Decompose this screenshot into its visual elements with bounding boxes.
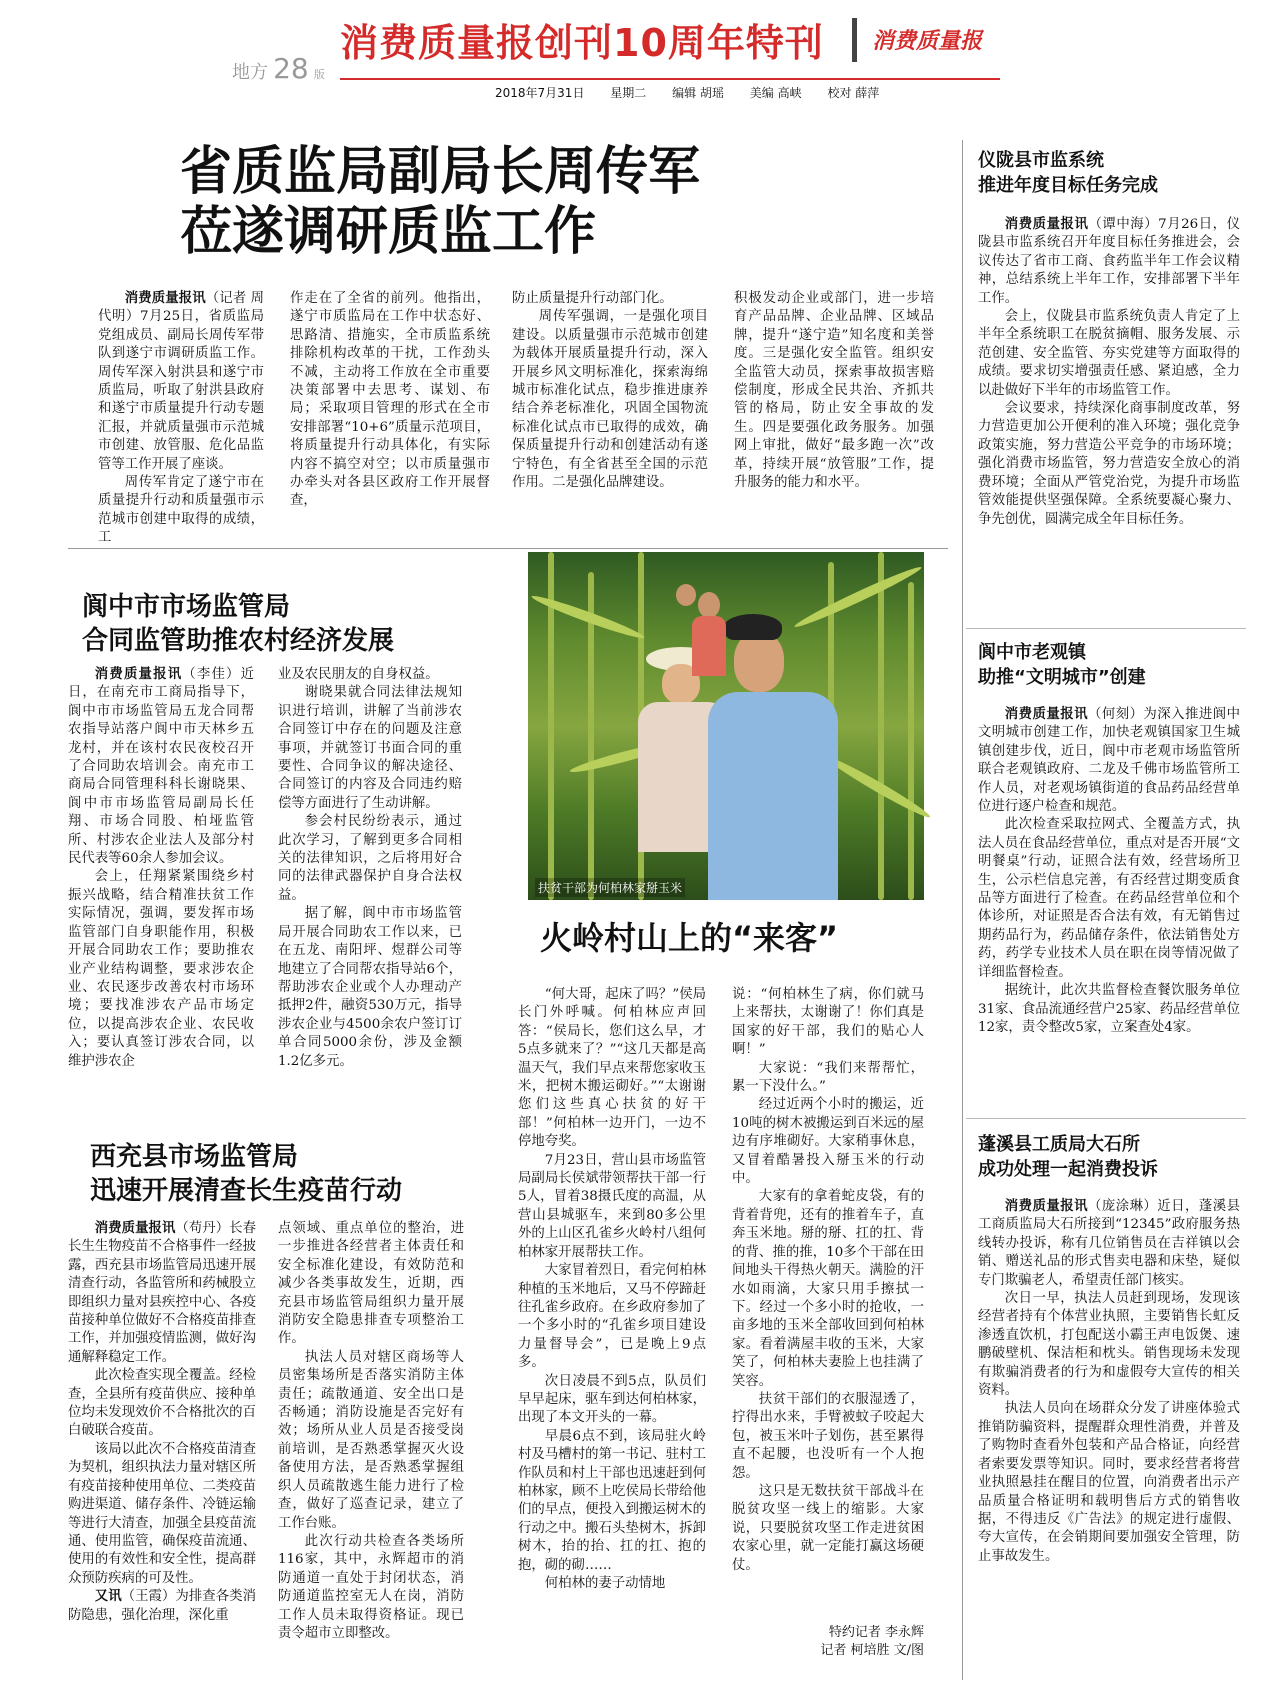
paragraph: 消费质量报讯（记者 周代明）7月25日，省质监局党组成员、副局长周传军带队到遂宁市调研质监工作。周传军深入射洪县和遂宁市质监局，听取了射洪县政府和遂宁市质量提升行动专题汇报，并就质量强市示范城市创建、放管服、危化品监管等工作开展了座谈。	[98, 291, 264, 472]
lead-headline-line1: 省质监局副局长周传军	[180, 142, 701, 202]
shifo-headline-line2: 成功处理一起消费投诉	[978, 1159, 1158, 1180]
huoling-column-2	[732, 986, 924, 1602]
paragraph: 何柏林的妻子动情地	[544, 1576, 666, 1591]
paragraph: 早晨6点不到，该局驻火岭村及马槽村的第一书记、驻村工作队员和村上干部也迅速赶到何柏林家，顾不上吃侯局长带给他们的早点，便投入到搬运树木的行动之中。搬石头垫树木，拆卸树木，抬的抬、扛的扛、抱的抱，砌的砌……	[518, 1428, 706, 1573]
paragraph: 扶贫干部们的衣服湿透了，拧得出水来，手臂被蚊子咬起大包，被玉米叶子划伤，甚至累得直不起腰，也没听有一个人抱怨。	[732, 1391, 924, 1481]
paragraph: 消费质量报讯（谭中海）7月26日，仪陇县市监系统召开年度目标任务推进会，会议传达了省市工商、食药监半年工作会议精神，总结系统上半年工作，安排部署下半年工作。	[978, 217, 1240, 306]
laoguan-body	[978, 706, 1240, 1100]
paragraph: 此次检查采取拉网式、全覆盖方式，执法人员在食品经营单位，重点对是否开展“文明餐桌”行动，证照合法有效，经营场所卫生，公示栏信息完善，有否经营过期变质食品等方面进行了检查。在药品经营单位和个体诊所，对证照是否合法有效，有无销售过期药品行为，药品储存条件，依法销售处方药，药学专业技术人员在职在岗等情况做了详细监督检查。	[978, 817, 1240, 980]
issue-editor: 编辑 胡瑶	[672, 86, 724, 100]
section-divider	[68, 548, 948, 549]
huoling-byline-reporter: 特约记者 李永辉	[828, 1625, 924, 1640]
xichong-column-2	[278, 1220, 464, 1692]
header-rule	[340, 78, 1000, 80]
paragraph: 该局以此次不合格疫苗清查为契机，组织执法力量对辖区所有疫苗接种使用单位、二类疫苗购进渠道、储存条件、冷链运输等进行大清查，加强全县疫苗流通、使用监管，确保疫苗流通、使用的有效性和安全性，提高群众预防疾病的可及性。	[68, 1441, 256, 1586]
page-suffix: 版	[313, 68, 325, 81]
paragraph: 此次行动共检查各类场所116家，其中，永辉超市的消防通道一直处于封闭状态，消防通道监控室无人在岗，消防工作人员未取得资格证。现已责令超市立即整改。	[278, 1533, 464, 1641]
laoguan-headline-line1: 阆中市老观镇	[978, 642, 1086, 663]
lead-column-4	[734, 290, 934, 526]
shifo-headline	[978, 1132, 1158, 1182]
paragraph: 参会村民纷纷表示，通过此次学习，了解到更多合同相关的法律知识，之后将用好合同的法律武器保护自身合法权益。	[278, 814, 462, 903]
paragraph: 会议要求，持续深化商事制度改革，努力营造更加公开便利的准入环境；强化竞争政策实施，努力营造公平竞争的市场环境；强化消费市场监管，努力营造安全放心的消费环境；全面从严管党治党，为提升市场监管效能提供坚强保障。全系统要凝心聚力、争先创优，圆满完成全年目标任务。	[978, 401, 1240, 527]
lead-headline-line2: 莅遂调研质监工作	[180, 202, 597, 262]
xichong-column-1	[68, 1220, 256, 1692]
paragraph: 执法人员对辖区商场等人员密集场所是否落实消防主体责任；疏散通道、安全出口是否畅通；消防设施是否完好有效；场所从业人员是否接受岗前培训，是否熟悉掌握灭火设备使用方法，是否熟悉掌握组织人员疏散逃生能力进行了检查，做好了巡查记录，建立了工作台账。	[278, 1349, 464, 1531]
paragraph: 作走在了全省的前列。他指出，遂宁市质监局在工作中状态好、思路清、措施实，全市质监系统排除机构改革的干扰，工作劲头不减，主动将工作放在全市重要决策部署中去思考、谋划、布局；采取项目管理的形式在全市安排部署“10+6”质量示范项目，将质量提升行动具体化，有实际内容不搞空对空；以市质量强市办牵头对各县区政府工作开展督查，	[290, 291, 490, 509]
paragraph: 此次检查实现全覆盖。经检查，全县所有疫苗供应、接种单位均未发现效价不合格批次的百白破联合疫苗。	[68, 1368, 256, 1439]
paragraph: 会上，任翔紧紧围绕乡村振兴战略，结合精准扶贫工作实际情况，强调，要发挥市场监管部门自身职能作用，积极开展合同助农工作；要助推农业产业结构调整，要求涉农企业、农民逐步改善农村市场环境；要找准涉农产品市场定位，以提高涉农企业、农民收入；要认真签订涉农合同，以维护涉农企	[68, 869, 254, 1069]
paragraph: “何大哥，起床了吗？”侯局长门外呼喊。何柏林应声回答：“侯局长，您们这么早，才5点多就来了？”“这几天都是高温天气，我们早点来帮您家收玉米，把树木搬运砌好。”“太谢谢您们这些真心扶贫的好干部！”何柏林一边开门，一边不停地夸奖。	[518, 987, 706, 1150]
paragraph: 防止质量提升行动部门化。	[512, 291, 673, 306]
huoling-headline: 火岭村山上的“来客”	[540, 919, 839, 957]
yilong-body	[978, 216, 1240, 608]
xichong-headline-line1: 西充县市场监管局	[90, 1142, 299, 1172]
paragraph: 消费质量报讯（庞涂琳）近日，蓬溪县工商质监局大石所接到“12345”政府服务热线转办投诉，称有几位销售员在吉祥镇以会销、赠送礼品的形式售卖电器和床垫，疑似专门欺骗老人，希望责任部门核实。	[978, 1199, 1241, 1288]
special-issue-title: 消费质量报创刊10周年特刊	[340, 21, 824, 65]
paragraph: 次日一早，执法人员赶到现场，发现该经营者持有个体营业执照，主要销售长虹反渗透直饮机，打包配送小霸王声电饭煲、速鹏破壁机、保洁柜和枕头。销售现场未发现有欺骗消费者的行为和虚假夸大宣传的相关资料。	[978, 1291, 1240, 1399]
paragraph: 周传军肯定了遂宁市在质量提升行动和质量强市示范城市创建中取得的成绩，工	[98, 475, 264, 546]
paragraph: 据了解，阆中市市场监管局开展合同助农工作以来，已在五龙、南阳坪、煜群公司等地建立了合同帮农指导站6个，帮助涉农企业或个人办理动产抵押2件，融资530万元，指导涉农企业与4500余农户签订订单合同5000余份，涉及金额1.2亿多元。	[278, 906, 462, 1069]
paragraph: 大家有的拿着蛇皮袋，有的背着背兜，还有的推着车子，直奔玉米地。掰的掰、扛的扛、背的背、推的推，10多个干部在田间地头干得热火朝天。满脸的汗水如雨滴，大家只用手擦拭一下。经过一个多小时的抢收，一亩多地的玉米全部收回到何柏林家。看着满屋丰收的玉米，大家笑了，何柏林夫妻脸上也挂满了笑容。	[732, 1189, 924, 1389]
yilong-headline	[978, 148, 1158, 198]
issue-info	[495, 84, 901, 101]
xichong-headline	[90, 1140, 402, 1208]
paragraph: 这只是无数扶贫干部战斗在脱贫攻坚一线上的缩影。大家说，只要脱贫攻坚工作走进贫困农家心里，就一定能打赢这场硬仗。	[732, 1483, 924, 1573]
huoling-column-1	[518, 986, 706, 1658]
langzhong-headline-line1: 阆中市市场监管局	[82, 592, 291, 622]
corn-harvest-photo	[528, 552, 924, 900]
masthead-divider	[852, 18, 857, 62]
lead-headline	[180, 142, 700, 262]
xichong-headline-line2: 迅速开展清查长生疫苗行动	[90, 1176, 403, 1206]
issue-proofreader: 校对 薛萍	[827, 86, 880, 100]
paragraph: 积极发动企业或部门，进一步培育产品品牌、企业品牌、区域品牌，提升“遂宁造”知名度和美誉度。三是强化安全监管。组织安全监管大动员，探索事故损害赔偿制度，形成全民共治、齐抓共管的格局，防止安全事故的发生。四是要强化政务服务。加强网上审批，做好“最多跑一次”改革，持续开展“放管服”工作，提升服务的能力和水平。	[734, 291, 934, 491]
langzhong-column-2	[278, 666, 462, 1102]
issue-weekday: 星期二	[610, 86, 647, 100]
issue-designer: 美编 高峡	[749, 86, 802, 100]
sidebar-divider-2	[966, 1118, 1246, 1119]
paragraph: 经过近两个小时的搬运，近10吨的树木被搬运到百米远的屋边有序堆砌好。大家稍事休息，又冒着酷暑投入掰玉米的行动中。	[732, 1097, 924, 1187]
paragraph: 执法人员向在场群众分发了讲座体验式推销防骗资料，提醒群众理性消费，并普及了购物时查看外包装和产品合格证，向经营者索要发票等知识。同时，要求经营者将营业执照悬挂在醒目的位置，向消费者出示产品质量合格证明和载明售后方式的销售收据，不得违反《广告法》的规定进行虚假、夸大宣传，在会销期间要加强安全管理，防止事故发生。	[978, 1401, 1240, 1564]
issue-date: 2018年7月31日	[495, 86, 585, 100]
newspaper-logo: 消费质量报	[872, 29, 983, 54]
shifo-body	[978, 1198, 1240, 1688]
langzhong-column-1	[68, 666, 254, 1102]
photo-caption: 扶贫干部为何柏林家掰玉米	[535, 878, 685, 897]
yilong-headline-line1: 仪陇县市监系统	[978, 150, 1104, 171]
yilong-headline-line2: 推进年度目标任务完成	[978, 175, 1158, 196]
paragraph: 大家说：“我们来帮帮忙，累一下没什么。”	[732, 1060, 924, 1095]
column-divider	[962, 140, 963, 1680]
paragraph: 周传军强调，一是强化项目建设。以质量强市示范城市创建为载体开展质量提升行动，深入开展乡风文明标准化，探索海绵城市标准化试点，稳步推进康养结合养老标准化，巩固全国物流标准化试点市已取得的成效，确保质量提升行动和创建活动有遂宁特色，有全省甚至全国的示范作用。二是强化品牌建设。	[512, 309, 708, 491]
paragraph: 业及农民朋友的自身权益。	[278, 667, 439, 682]
paragraph: 7月23日，营山县市场监管局副局长侯斌带领帮扶干部一行5人，冒着38摄氏度的高温，从营山县城驱车，来到80多公里外的上山区孔雀乡火岭村八组何柏林家开展帮扶工作。	[518, 1152, 706, 1260]
lead-column-2	[290, 290, 490, 526]
sidebar-divider-1	[966, 628, 1246, 629]
huoling-byline	[760, 1624, 924, 1660]
paragraph: 据统计，此次共监督检查餐饮服务单位31家、食品流通经营户25家、药品经营单位12家，责令整改5家，立案查处4家。	[978, 983, 1240, 1035]
paragraph: 又讯（王霞）为排查各类消防隐患，强化治理，深化重	[68, 1589, 256, 1623]
huoling-byline-photographer: 记者 柯培胜 文/图	[820, 1643, 924, 1658]
langzhong-headline	[82, 590, 394, 658]
paragraph: 谢晓果就合同法律法规知识进行培训，讲解了当前涉农合同签订中存在的问题及注意事项，并就签订书面合同的重要性、合同争议的解决途径、合同签订的内容及合同违约赔偿等方面进行了生动讲解。	[278, 685, 462, 811]
lead-column-1	[98, 290, 264, 546]
laoguan-headline	[978, 640, 1146, 690]
paragraph: 点领域、重点单位的整治，进一步推进各经营者主体责任和安全标准化建设，有效防范和减少各类事故发生，近期，西充县市场监管局组织力量开展消防安全隐患排查专项整治工作。	[278, 1221, 464, 1347]
paragraph: 消费质量报讯（苟丹）长春长生生物疫苗不合格事件一经披露，西充县市场监管局迅速开展清查行动，各监管所和药械股立即组织力量对县疾控中心、各疫苗接种单位做好不合格疫苗排查工作，并加强疫情监测，做好沟通解释稳定工作。	[68, 1221, 256, 1365]
paragraph: 大家冒着烈日，看完何柏林种植的玉米地后，又马不停蹄赶往孔雀乡政府。在乡政府参加了一个多小时的“孔雀乡项目建设力量督导会”，已是晚上9点多。	[518, 1263, 706, 1371]
section-name: 地方	[232, 62, 268, 83]
page-number: 28	[273, 52, 309, 85]
paragraph: 次日凌晨不到5点，队员们早早起床，驱车到达何柏林家，出现了本文开头的一幕。	[518, 1373, 706, 1426]
langzhong-headline-line2: 合同监管助推农村经济发展	[82, 626, 395, 656]
paragraph: 会上，仪陇县市监系统负责人肯定了上半年全系统职工在脱贫摘帽、服务发展、示范创建、安全监管、夯实党建等方面取得的成绩。要求切实增强责任感、紧迫感，全力以赴做好下半年的市场监管工作。	[978, 309, 1240, 398]
paragraph: 消费质量报讯（李佳）近日，在南充市工商局指导下，阆中市市场监管局五龙合同帮农指导站落户阆中市天林乡五龙村，并在该村农民夜校召开了合同助农培训会。南充市工商局合同管理科科长谢晓果、阆中市市场监管局副局长任翔、市场合同股、柏垭监管所、村涉农企业法人及部分村民代表等60余人参加会议。	[68, 667, 255, 867]
paragraph: 消费质量报讯（何刻）为深入推进阆中文明城市创建工作，加快老观镇国家卫生城镇创建步伐，近日，阆中市老观市场监管所联合老观镇政府、二龙及千佛市场监管所工作人员，对老观场镇街道的食品药品经营单位进行逐户检查和规范。	[978, 707, 1241, 815]
laoguan-headline-line2: 助推“文明城市”创建	[978, 667, 1146, 688]
section-label	[232, 52, 325, 85]
shifo-headline-line1: 蓬溪县工质局大石所	[978, 1134, 1140, 1155]
paragraph: 说：“何柏林生了病，你们就马上来帮扶，太谢谢了！你们真是国家的好干部，我们的贴心人啊！”	[732, 987, 924, 1058]
lead-column-3	[512, 290, 708, 526]
